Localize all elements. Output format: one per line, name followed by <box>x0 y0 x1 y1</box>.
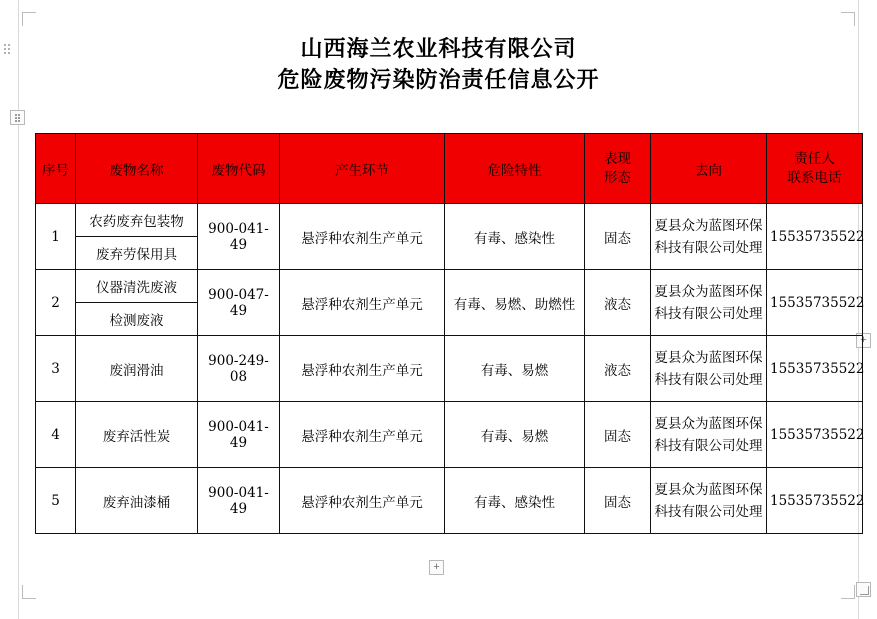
cell-destination <box>651 336 767 402</box>
cell-destination <box>651 270 767 336</box>
cell-destination <box>651 204 767 270</box>
cell-physical-form: 液态 <box>585 336 651 402</box>
cell-physical-form: 固态 <box>585 468 651 534</box>
column-header-responsible-line1: 责任人 <box>794 150 835 167</box>
cell-destination-line1: 夏县众为蓝图环保 <box>654 415 763 432</box>
cell-generation-stage: 悬浮种农剂生产单元 <box>280 270 445 336</box>
cell-waste-name-line2: 废弃劳保用具 <box>96 246 177 263</box>
cell-hazard-property: 有毒、易燃、助燃性 <box>445 270 585 336</box>
column-header-physical-form <box>585 134 651 204</box>
column-header-generation-stage: 产生环节 <box>280 134 445 204</box>
column-header-hazard-property: 危险特性 <box>445 134 585 204</box>
cell-waste-name-line2: 检测废液 <box>109 312 164 329</box>
cell-generation-stage: 悬浮种农剂生产单元 <box>280 468 445 534</box>
column-header-physical-form-line1: 表现 <box>604 150 631 167</box>
cell-phone: 15535735522 <box>767 204 863 270</box>
document-title <box>0 34 877 96</box>
add-column-button[interactable]: + <box>856 333 871 348</box>
column-header-responsible-contact <box>767 134 863 204</box>
cell-hazard-property: 有毒、易燃 <box>445 402 585 468</box>
cell-phone: 15535735522 <box>767 270 863 336</box>
cell-phone: 15535735522 <box>767 468 863 534</box>
cell-generation-stage: 悬浮种农剂生产单元 <box>280 336 445 402</box>
crop-mark-top-right <box>841 12 855 26</box>
title-line-2-text: 危险废物污染防治责任信息公开 <box>277 67 600 93</box>
table-row <box>36 336 863 402</box>
cell-destination-line1: 夏县众为蓝图环保 <box>654 217 763 234</box>
table-move-handle-icon[interactable] <box>10 110 25 125</box>
cell-waste-name <box>76 270 198 336</box>
column-header-responsible-line2: 联系电话 <box>787 169 842 186</box>
crop-mark-top-left <box>22 12 36 26</box>
table-header-row <box>36 134 863 204</box>
cell-waste-code: 900-249-08 <box>198 336 280 402</box>
cell-generation-stage: 悬浮种农剂生产单元 <box>280 402 445 468</box>
cell-no: 4 <box>36 402 76 468</box>
table-row <box>36 204 863 270</box>
cell-destination-line2: 科技有限公司处理 <box>654 239 763 256</box>
cell-destination-line1: 夏县众为蓝图环保 <box>654 283 763 300</box>
crop-mark-bottom-left <box>22 585 36 599</box>
cell-destination <box>651 402 767 468</box>
cell-waste-name: 废弃油漆桶 <box>76 468 198 534</box>
cell-waste-code: 900-047-49 <box>198 270 280 336</box>
cell-no: 1 <box>36 204 76 270</box>
cell-waste-name <box>76 204 198 270</box>
cell-destination-line2: 科技有限公司处理 <box>654 437 763 454</box>
crop-mark-bottom-right <box>841 585 855 599</box>
table-resize-handle-icon[interactable] <box>856 582 871 597</box>
cell-physical-form: 液态 <box>585 270 651 336</box>
cell-hazard-property: 有毒、感染性 <box>445 468 585 534</box>
title-line-2 <box>0 65 877 96</box>
cell-destination-line2: 科技有限公司处理 <box>654 305 763 322</box>
cell-phone: 15535735522 <box>767 336 863 402</box>
cell-physical-form: 固态 <box>585 402 651 468</box>
title-line-1-text: 山西海兰农业科技有限公司 <box>300 36 577 62</box>
cell-destination <box>651 468 767 534</box>
cell-destination-line1: 夏县众为蓝图环保 <box>654 481 763 498</box>
cell-waste-name-line1: 农药废弃包装物 <box>76 204 197 237</box>
add-row-button[interactable]: + <box>429 560 444 575</box>
cell-phone: 15535735522 <box>767 402 863 468</box>
cell-destination-line1: 夏县众为蓝图环保 <box>654 349 763 366</box>
table-row <box>36 270 863 336</box>
cell-waste-name: 废弃活性炭 <box>76 402 198 468</box>
table-row <box>36 468 863 534</box>
cell-no: 3 <box>36 336 76 402</box>
column-header-no: 序号 <box>36 134 76 204</box>
column-header-waste-code: 废物代码 <box>198 134 280 204</box>
cell-waste-code: 900-041-49 <box>198 402 280 468</box>
cell-no: 5 <box>36 468 76 534</box>
cell-physical-form: 固态 <box>585 204 651 270</box>
cell-no: 2 <box>36 270 76 336</box>
cell-waste-code: 900-041-49 <box>198 468 280 534</box>
cell-generation-stage: 悬浮种农剂生产单元 <box>280 204 445 270</box>
cell-waste-name-line1: 仪器清洗废液 <box>76 270 197 303</box>
cell-hazard-property: 有毒、感染性 <box>445 204 585 270</box>
cell-hazard-property: 有毒、易燃 <box>445 336 585 402</box>
cell-waste-code: 900-041-49 <box>198 204 280 270</box>
table-row <box>36 402 863 468</box>
cell-destination-line2: 科技有限公司处理 <box>654 503 763 520</box>
column-header-physical-form-line2: 形态 <box>604 169 631 186</box>
title-line-1 <box>0 34 877 65</box>
hazardous-waste-table <box>35 133 863 534</box>
column-header-destination: 去向 <box>651 134 767 204</box>
column-header-waste-name: 废物名称 <box>76 134 198 204</box>
cell-waste-name: 废润滑油 <box>76 336 198 402</box>
cell-destination-line2: 科技有限公司处理 <box>654 371 763 388</box>
